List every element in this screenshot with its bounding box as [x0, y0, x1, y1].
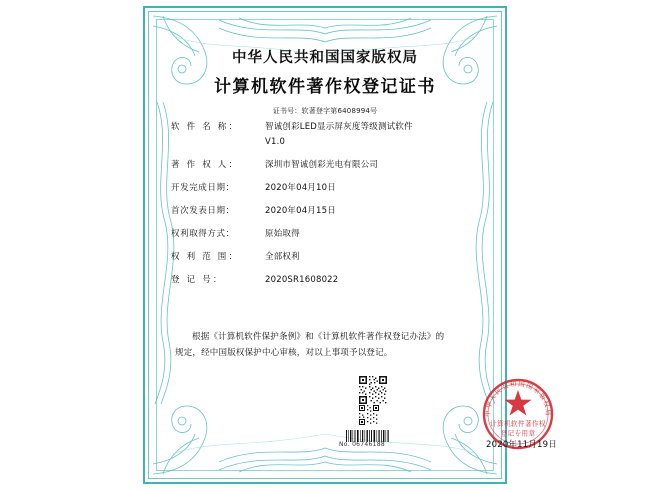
field-value-text-line2: V1.0 [265, 137, 286, 147]
field-label: 开发完成日期： [171, 183, 235, 193]
field-row-rights-scope [171, 251, 481, 264]
field-row-registration-number [171, 274, 481, 287]
seal-center-line2: 登记专用章 [500, 429, 536, 438]
field-list [171, 121, 481, 297]
page-title: 计算机软件著作权登记证书 [214, 77, 436, 97]
field-row-first-publication-date [171, 205, 481, 218]
qr-code-icon [358, 375, 388, 405]
seal-top-text: 中华人民共和国国家版权局 [483, 379, 553, 417]
issue-date: 2020年11月19日 [486, 440, 557, 450]
field-label: 首次发表日期： [171, 206, 235, 216]
field-value: 2020SR1608022 [265, 275, 339, 285]
legal-statement [175, 329, 475, 361]
field-value: 全部权利 [265, 252, 300, 262]
field-label: 登 记 号： [171, 275, 224, 285]
certificate-number: 证书号：软著登字第6408994号 [272, 107, 378, 115]
legal-statement-line1: 根据《计算机软件保护条例》和《计算机软件著作权登记办法》的 [192, 332, 445, 342]
field-label: 著 作 权 人： [171, 160, 240, 170]
field-row-copyright-owner [171, 159, 481, 172]
serial-number: No. 06746188 [339, 441, 386, 448]
field-value: 2020年04月15日 [265, 206, 336, 216]
field-row-development-date [171, 182, 481, 195]
field-value: 2020年04月10日 [265, 183, 336, 193]
field-label: 权利取得方式： [171, 229, 235, 239]
field-value: 原始取得 [265, 229, 300, 239]
field-value-text: 智诚创彩LED显示屏灰度等级测试软件 [265, 122, 413, 132]
field-row-rights-acquisition [171, 228, 481, 241]
field-row-software-name [171, 121, 481, 149]
certificate-sheet [143, 6, 557, 484]
qr-code-small-icon [358, 404, 380, 426]
field-value [265, 121, 481, 149]
field-value: 深圳市智诚创彩光电有限公司 [265, 160, 379, 170]
field-label: 软 件 名 称： [171, 122, 240, 132]
field-label: 权 利 范 围： [171, 252, 240, 262]
seal-center-line1: 计算机软件著作权 [490, 420, 546, 428]
legal-statement-line2: 规定，经中国版权保护中心审核，对以上事项予以登记。 [175, 348, 393, 358]
issuer-name: 中华人民共和国国家版权局 [232, 50, 418, 66]
document-header [165, 48, 485, 117]
